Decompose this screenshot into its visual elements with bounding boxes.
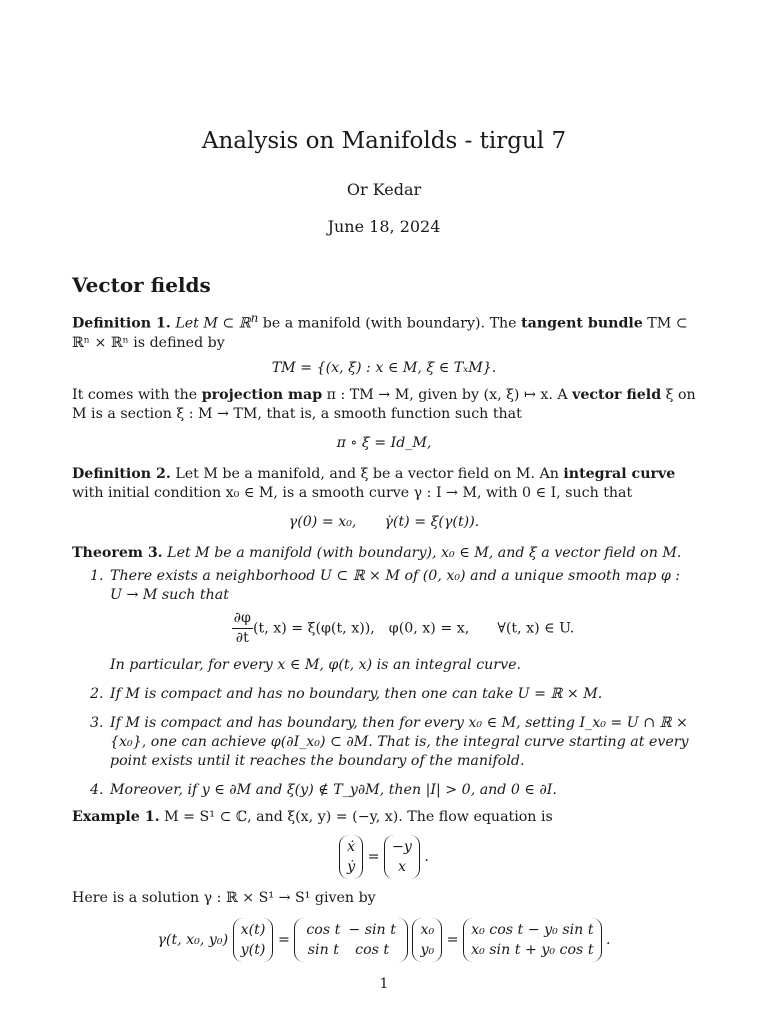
document-date: June 18, 2024 [327,217,441,236]
rotation-matrix: cos t − sin t sin t cos t [294,918,408,962]
result-vector: x₀ cos t − y₀ sin t x₀ sin t + y₀ cos t [463,918,601,962]
projection-text-c: ξ on M is a section ξ : M → TM, that is, a smooth function such that [72,386,696,422]
section-heading: Vector fields [72,273,211,297]
theorem-3-text: Let M be a manifold (with boundary), x₀ ∈ M, and ξ a vector field on M. [162,544,682,561]
theorem-3-label: Theorem 3. [72,544,163,561]
theorem-3-items [72,567,696,800]
theorem-item-3: 3. If M is compact and has boundary, then for every x₀ ∈ M, setting I_x₀ = U ∩ ℝ × {x₀}, one can achieve φ(∂I_x₀) ⊂ ∂M. That is, the integral curve starting at every point exists until it reaches the boundary of the manifold. [108,714,696,771]
integral-curve-equation [72,513,696,532]
flow-ode-equation: ẋ ẏ = −y x . [72,835,696,879]
theorem-item-1 [108,567,696,675]
position-vector: x(t) y(t) [233,918,274,962]
theorem-item-1-after: In particular, for every x ∈ M, φ(t, x) is an integral curve. [110,656,521,673]
curve-derivative-eq: γ̇(t) = ξ(γ(t)). [384,513,480,530]
document-title: Analysis on Manifolds - tirgul 7 [201,128,567,154]
initial-condition-eq: γ(0) = x₀, [288,513,357,530]
definition-2 [72,465,696,503]
theorem-item-2: 2. If M is compact and has no boundary, then one can take U = ℝ × M. [108,685,696,704]
term-tangent-bundle: tangent bundle [521,315,643,332]
rotation-solution-equation: γ(t, x₀, y₀) x(t) y(t) = cos t − sin t sin t cos t x₀ y₀ = x₀ cos t − y₀ sin t x₀ sin t + y₀ cos t . [72,918,696,962]
gamma-expression: γ(t, x₀, y₀) [157,931,229,948]
theorem-item-4: 4. Moreover, if y ∈ ∂M and ξ(y) ∉ T_y∂M, then |I| > 0, and 0 ∈ ∂I. [108,781,696,800]
term-vector-field: vector field [572,386,662,403]
example-1-after: Here is a solution γ : ℝ × S¹ → S¹ given by [72,889,376,906]
definition-1-text-a: Let M ⊂ ℝ [175,315,251,332]
definition-1-text-c: TM ⊂ ℝⁿ × ℝⁿ is defined by [72,315,688,351]
section-equation: π ∘ ξ = Id_M, [336,434,432,451]
projection-paragraph [72,386,696,424]
document-author: Or Kedar [346,180,422,199]
example-1-label: Example 1. [72,808,160,825]
example-1-text: M = S¹ ⊂ ℂ, and ξ(x, y) = (−y, x). The flow equation is [159,808,553,825]
definition-2-text-b: with initial condition x₀ ∈ M, is a smooth curve γ : I → M, with 0 ∈ I, such that [72,484,633,501]
initial-vector: x₀ y₀ [412,918,442,962]
flow-equation: $\frac{\partial\varphi}{\partial t}$ (t, x) = ξ(φ(t, x)), φ(0, x) = x, ∀(t, x) ∈ U. [233,609,575,646]
example-1 [72,808,696,827]
definition-2-text-a: Let M be a manifold, and ξ be a vector field on M. An [170,465,564,482]
definition-1-label: Definition 1. [72,315,171,332]
definition-1: Definition 1. Let M ⊂ ℝ$^n$ be a manifold (with boundary). The tangent bundle TM ⊂ ℝⁿ × ℝⁿ is defined by [72,311,688,351]
definition-1-text-b: be a manifold (with boundary). The [258,315,522,332]
page-number: 1 [379,976,389,992]
tangent-bundle-equation: TM = {(x, ξ) : x ∈ M, ξ ∈ TₓM}. [271,359,497,376]
document-body [72,273,696,970]
partial-fraction: $\frac{\partial\varphi}{\partial t}$ [233,609,251,646]
rhs-vector: −y x [384,835,420,879]
term-integral-curve: integral curve [563,465,676,482]
lhs-vector: ẋ ẏ [339,835,363,879]
definition-2-label: Definition 2. [72,465,171,482]
theorem-3 [72,544,696,563]
theorem-item-1-text: There exists a neighborhood U ⊂ ℝ × M of (0, x₀) and a unique smooth map φ : U → M such that [110,567,681,603]
projection-text-a: It comes with the [72,386,202,403]
projection-text-b: π : TM → M, given by (x, ξ) ↦ x. A [322,386,573,403]
term-projection-map: projection map [201,386,323,403]
